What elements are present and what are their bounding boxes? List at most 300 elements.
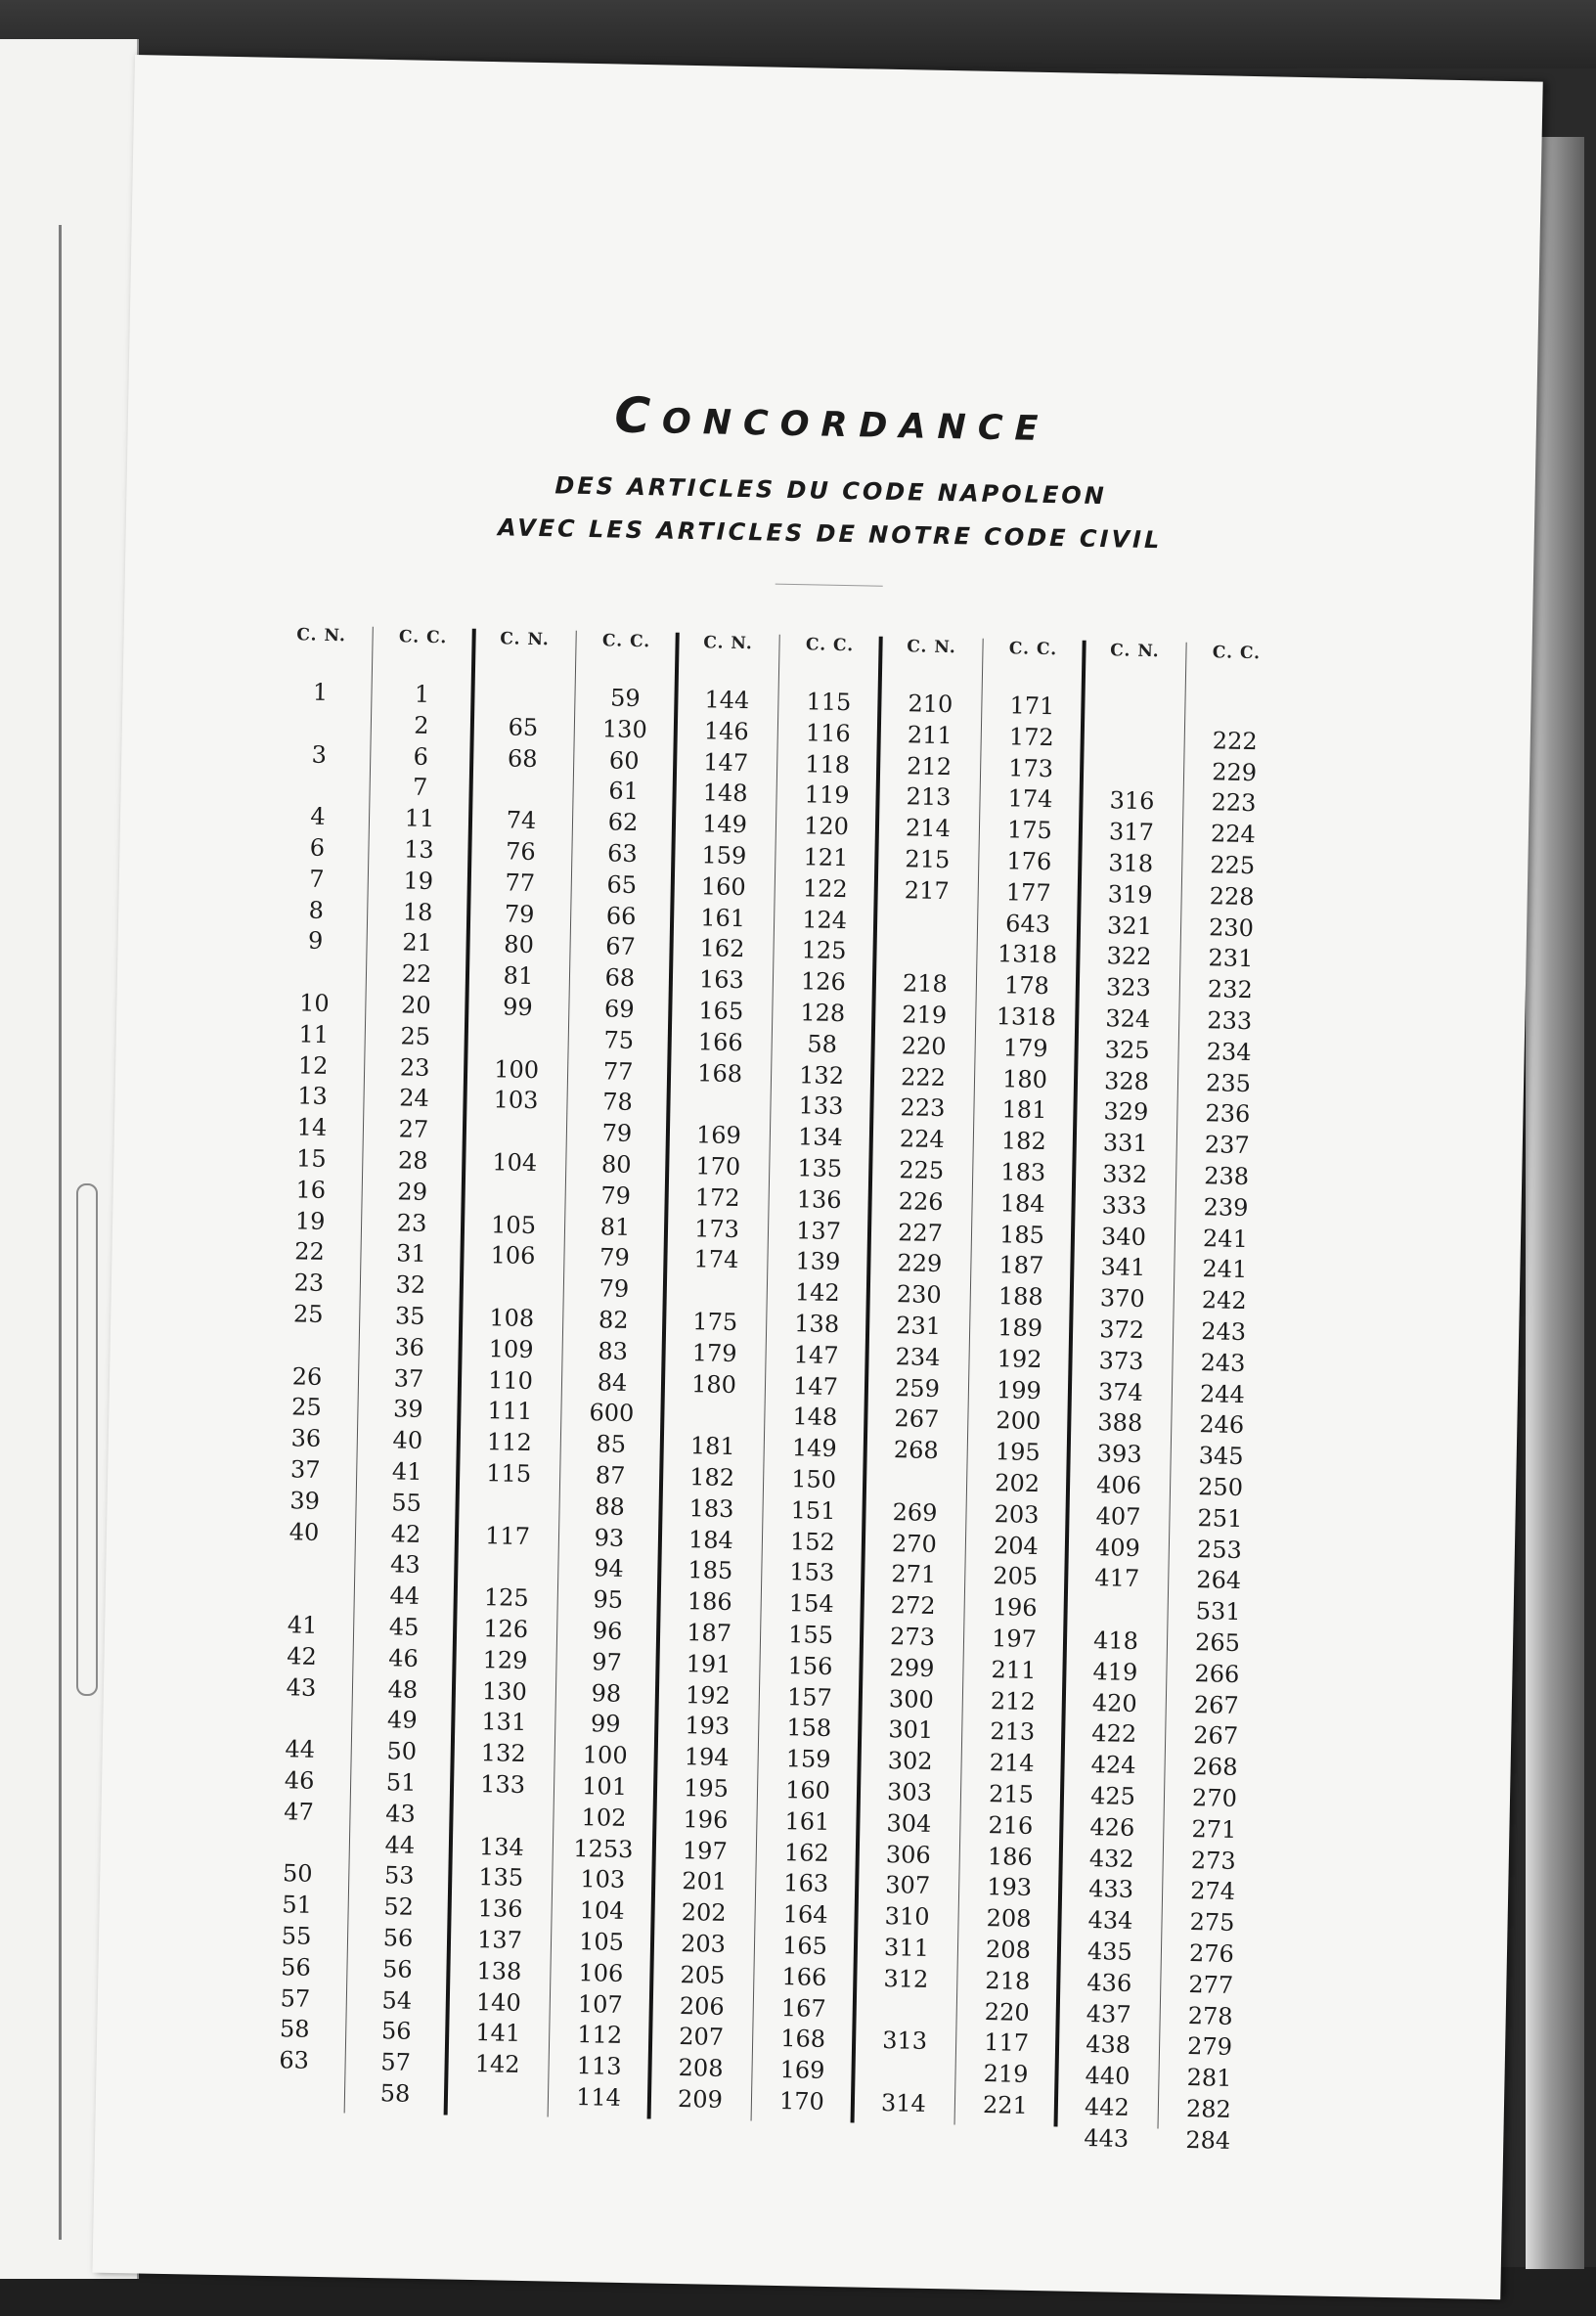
- table-cell: 41: [391, 1457, 422, 1486]
- table-cell: 111: [487, 1397, 533, 1426]
- table-cell: 101: [581, 1772, 628, 1801]
- table-cell: 39: [392, 1395, 423, 1424]
- table-cell: 159: [701, 841, 747, 870]
- table-cell: 1318: [996, 1002, 1057, 1032]
- table-cell: 95: [593, 1585, 624, 1615]
- table-cell: 267: [894, 1404, 940, 1434]
- table-cell: 407: [1095, 1501, 1141, 1531]
- table-cell: 24: [399, 1084, 430, 1113]
- table-cell: 306: [885, 1840, 931, 1869]
- table-cell: 161: [784, 1806, 830, 1836]
- table-cell: 316: [1109, 786, 1155, 816]
- table-cell: 10: [298, 989, 330, 1017]
- table-cell: 341: [1100, 1253, 1146, 1282]
- table-cell: 49: [386, 1706, 418, 1735]
- table-cell: 187: [998, 1251, 1044, 1280]
- table-cell: 1318: [997, 940, 1058, 969]
- table-cell: 224: [899, 1125, 946, 1154]
- table-cell: 170: [695, 1152, 741, 1181]
- table-cell: 299: [889, 1653, 935, 1682]
- table-cell: 531: [1195, 1597, 1241, 1626]
- table-cell: 137: [795, 1216, 842, 1245]
- document-page: [92, 55, 1542, 2299]
- table-cell: 243: [1200, 1317, 1247, 1347]
- table-cell: 135: [797, 1154, 843, 1183]
- table-cell: 266: [1194, 1659, 1240, 1688]
- table-cell: 435: [1086, 1937, 1133, 1966]
- table-cell: 126: [482, 1615, 529, 1644]
- table-cell: 81: [599, 1212, 631, 1241]
- table-cell: 37: [289, 1455, 321, 1484]
- table-cell: 183: [688, 1493, 734, 1523]
- table-cell: 150: [790, 1465, 837, 1494]
- table-cell: 196: [683, 1804, 729, 1834]
- table-cell: 186: [987, 1842, 1033, 1871]
- table-cell: 217: [904, 876, 950, 905]
- table-cell: 83: [598, 1337, 629, 1365]
- table-cell: 65: [606, 870, 638, 899]
- table-cell: 50: [386, 1737, 418, 1766]
- table-cell: 104: [492, 1148, 538, 1178]
- table-cell: 220: [984, 1997, 1030, 2026]
- table-cell: 163: [783, 1869, 829, 1898]
- table-cell: 432: [1088, 1844, 1134, 1873]
- table-cell: 434: [1087, 1906, 1133, 1936]
- table-cell: 231: [1208, 944, 1254, 973]
- table-cell: 234: [895, 1342, 941, 1371]
- table-cell: 270: [891, 1529, 938, 1558]
- table-cell: 302: [887, 1747, 933, 1776]
- table-cell: 208: [985, 1936, 1032, 1964]
- table-cell: 48: [387, 1674, 419, 1704]
- table-cell: 318: [1108, 849, 1154, 878]
- table-cell: 77: [505, 868, 536, 897]
- table-cell: 121: [803, 843, 849, 872]
- table-cell: 203: [994, 1499, 1040, 1529]
- table-cell: 36: [290, 1424, 322, 1453]
- table-cell: 438: [1085, 2030, 1131, 2060]
- table-cell: 94: [593, 1554, 624, 1583]
- table-cell: 46: [388, 1644, 420, 1672]
- table-cell: 153: [789, 1558, 835, 1587]
- table-cell: 135: [478, 1863, 524, 1893]
- table-cell: 231: [896, 1312, 942, 1341]
- table-cell: 40: [288, 1517, 320, 1546]
- table-cell: 220: [901, 1032, 947, 1060]
- table-cell: 147: [703, 747, 749, 777]
- table-cell: 155: [787, 1621, 834, 1650]
- table-cell: 246: [1199, 1410, 1245, 1440]
- table-cell: 419: [1092, 1657, 1138, 1686]
- table-cell: 345: [1198, 1442, 1244, 1471]
- table-cell: 184: [999, 1189, 1045, 1218]
- table-cell: 61: [608, 777, 640, 806]
- table-cell: 179: [691, 1338, 737, 1367]
- table-cell: 166: [781, 1962, 827, 1991]
- table-cell: 63: [279, 2046, 310, 2074]
- table-cell: 443: [1084, 2123, 1130, 2153]
- table-cell: 58: [379, 2079, 411, 2108]
- table-cell: 68: [604, 963, 636, 993]
- table-cell: 134: [478, 1832, 525, 1861]
- column-header: C. N.: [500, 629, 551, 650]
- table-cell: 151: [790, 1495, 836, 1525]
- table-cell: 177: [1005, 878, 1051, 907]
- table-cell: 1: [312, 678, 329, 706]
- table-cell: 115: [486, 1459, 532, 1489]
- table-cell: 80: [504, 930, 535, 959]
- table-cell: 179: [1002, 1034, 1048, 1062]
- table-cell: 181: [1001, 1095, 1047, 1125]
- table-cell: 202: [681, 1898, 727, 1928]
- table-cell: 13: [403, 835, 434, 865]
- table-cell: 56: [280, 1953, 312, 1982]
- table-cell: 230: [1208, 913, 1255, 942]
- table-cell: 164: [782, 1900, 828, 1930]
- column-header: C. C.: [398, 627, 448, 648]
- table-cell: 52: [383, 1893, 415, 1922]
- table-cell: 102: [581, 1803, 627, 1832]
- table-cell: 323: [1105, 973, 1152, 1002]
- table-cell: 168: [780, 2025, 826, 2054]
- table-cell: 93: [594, 1523, 625, 1552]
- table-cell: 134: [797, 1123, 844, 1152]
- table-cell: 322: [1106, 942, 1152, 971]
- table-cell: 241: [1202, 1224, 1249, 1253]
- table-cell: 56: [380, 2017, 412, 2046]
- table-cell: 183: [1000, 1158, 1046, 1187]
- table-cell: 329: [1103, 1097, 1149, 1127]
- table-cell: 238: [1204, 1162, 1250, 1191]
- table-cell: 311: [883, 1934, 930, 1962]
- table-cell: 110: [487, 1365, 534, 1395]
- table-cell: 418: [1092, 1626, 1139, 1655]
- table-cell: 374: [1097, 1377, 1144, 1406]
- table-cell: 310: [884, 1902, 930, 1932]
- table-cell: 15: [295, 1144, 327, 1173]
- table-cell: 224: [1210, 820, 1257, 849]
- table-cell: 44: [285, 1735, 316, 1764]
- table-cell: 112: [577, 2021, 623, 2050]
- table-cell: 174: [693, 1245, 739, 1274]
- table-cell: 268: [1192, 1753, 1238, 1782]
- table-cell: 149: [701, 810, 748, 839]
- table-cell: 223: [1211, 788, 1257, 818]
- table-cell: 406: [1095, 1471, 1142, 1500]
- table-cell: 233: [1207, 1006, 1253, 1036]
- table-cell: 276: [1188, 1939, 1235, 1968]
- table-cell: 239: [1203, 1192, 1249, 1222]
- table-cell: 128: [800, 999, 846, 1028]
- table-cell: 388: [1097, 1408, 1143, 1438]
- column-header: C. C.: [1212, 643, 1262, 664]
- table-cell: 187: [686, 1619, 732, 1648]
- table-cell: 68: [507, 744, 538, 773]
- table-cell: 163: [698, 965, 745, 995]
- table-cell: 26: [291, 1361, 323, 1391]
- table-cell: 281: [1186, 2064, 1232, 2093]
- table-cell: 42: [287, 1642, 318, 1670]
- table-cell: 4: [310, 802, 326, 831]
- table-cell: 141: [475, 2019, 521, 2048]
- table-cell: 43: [286, 1672, 317, 1702]
- table-cell: 278: [1187, 2001, 1233, 2030]
- table-cell: 162: [783, 1838, 830, 1867]
- binding-thread: [59, 225, 62, 2240]
- table-cell: 12: [297, 1050, 329, 1080]
- table-cell: 11: [404, 804, 435, 833]
- table-cell: 195: [683, 1774, 730, 1803]
- table-cell: 373: [1098, 1346, 1144, 1375]
- table-cell: 126: [800, 967, 847, 997]
- table-cell: 206: [679, 1991, 725, 2021]
- table-cell: 279: [1186, 2032, 1233, 2062]
- table-cell: 36: [394, 1333, 425, 1361]
- table-cell: 264: [1196, 1566, 1242, 1595]
- table-cell: 99: [502, 993, 533, 1021]
- table-cell: 66: [605, 902, 637, 930]
- table-cell: 7: [308, 865, 325, 893]
- table-cell: 159: [785, 1745, 831, 1774]
- table-cell: 37: [393, 1363, 424, 1393]
- table-cell: 442: [1084, 2093, 1130, 2121]
- table-cell: 186: [687, 1587, 732, 1617]
- table-cell: 235: [1205, 1068, 1252, 1097]
- table-cell: 78: [601, 1088, 634, 1117]
- table-cell: 176: [1006, 847, 1052, 876]
- table-cell: 147: [792, 1371, 839, 1401]
- table-cell: 192: [685, 1680, 732, 1710]
- table-cell: 271: [891, 1560, 937, 1589]
- table-cell: 3: [311, 740, 328, 769]
- table-cell: 393: [1096, 1440, 1142, 1469]
- table-cell: 160: [784, 1776, 831, 1804]
- table-cell: 185: [998, 1220, 1045, 1249]
- table-cell: 313: [881, 2026, 928, 2056]
- table-cell: 81: [503, 961, 534, 991]
- table-cell: 253: [1196, 1535, 1243, 1564]
- table-cell: 324: [1105, 1004, 1151, 1034]
- table-cell: 44: [389, 1581, 421, 1611]
- page-title: Concordance: [613, 386, 1051, 453]
- table-cell: 59: [609, 684, 641, 713]
- table-cell: 169: [779, 2056, 825, 2085]
- table-cell: 265: [1194, 1628, 1241, 1657]
- table-cell: 216: [988, 1810, 1034, 1840]
- table-cell: 7: [412, 773, 428, 802]
- table-cell: 46: [284, 1766, 315, 1795]
- table-cell: 51: [282, 1891, 313, 1920]
- table-cell: 180: [690, 1369, 737, 1399]
- table-cell: 215: [905, 845, 951, 874]
- table-cell: 267: [1193, 1690, 1239, 1719]
- table-cell: 193: [685, 1712, 731, 1741]
- table-cell: 79: [598, 1274, 630, 1304]
- table-cell: 184: [687, 1525, 734, 1554]
- table-cell: 274: [1189, 1877, 1236, 1906]
- table-cell: 203: [680, 1930, 727, 1958]
- table-cell: 146: [703, 717, 750, 745]
- table-cell: 333: [1101, 1190, 1147, 1220]
- table-cell: 137: [476, 1926, 523, 1954]
- table-cell: 100: [582, 1741, 628, 1770]
- table-cell: 169: [695, 1121, 742, 1150]
- table-cell: 8: [308, 896, 325, 924]
- table-cell: 229: [897, 1249, 943, 1278]
- table-cell: 130: [601, 715, 648, 743]
- table-cell: 156: [787, 1651, 833, 1680]
- table-cell: 225: [899, 1156, 945, 1185]
- table-cell: 232: [1207, 975, 1254, 1004]
- column-header: C. N.: [1110, 641, 1160, 662]
- table-cell: 234: [1206, 1038, 1252, 1066]
- table-cell: 193: [987, 1873, 1033, 1902]
- table-cell: 436: [1086, 1968, 1132, 1997]
- table-cell: 209: [677, 2085, 724, 2114]
- table-cell: 43: [384, 1800, 417, 1828]
- table-cell: 149: [791, 1434, 837, 1463]
- table-cell: 39: [289, 1487, 321, 1515]
- table-cell: 115: [806, 688, 852, 717]
- column-header: C. N.: [907, 637, 956, 658]
- table-cell: 106: [490, 1241, 536, 1270]
- table-cell: 312: [883, 1964, 929, 1993]
- table-cell: 212: [990, 1686, 1037, 1715]
- table-cell: 136: [477, 1894, 523, 1924]
- table-cell: 142: [794, 1278, 840, 1308]
- table-cell: 116: [805, 719, 851, 747]
- table-cell: 96: [592, 1617, 623, 1645]
- table-cell: 228: [1209, 882, 1255, 911]
- table-cell: 133: [798, 1091, 844, 1121]
- table-cell: 189: [998, 1314, 1043, 1343]
- table-cell: 9: [307, 926, 324, 956]
- table-cell: 208: [986, 1904, 1032, 1934]
- table-cell: 194: [684, 1743, 730, 1772]
- table-cell: 40: [392, 1426, 423, 1455]
- table-cell: 230: [896, 1280, 942, 1310]
- table-cell: 226: [898, 1187, 944, 1216]
- table-cell: 218: [902, 969, 949, 999]
- table-cell: 28: [397, 1146, 428, 1175]
- table-cell: 317: [1108, 818, 1155, 847]
- table-cell: 55: [281, 1922, 312, 1950]
- table-cell: 208: [678, 2054, 724, 2083]
- table-cell: 241: [1202, 1255, 1248, 1284]
- table-cell: 162: [699, 934, 745, 963]
- table-cell: 160: [700, 872, 746, 901]
- table-cell: 41: [287, 1611, 318, 1639]
- table-cell: 29: [397, 1178, 428, 1206]
- table-cell: 103: [580, 1865, 626, 1894]
- table-cell: 25: [290, 1393, 323, 1422]
- table-cell: 136: [796, 1185, 842, 1214]
- table-cell: 331: [1102, 1129, 1148, 1158]
- table-cell: 319: [1107, 880, 1153, 909]
- table-cell: 307: [885, 1871, 931, 1900]
- table-cell: 196: [992, 1593, 1038, 1623]
- table-cell: 328: [1103, 1066, 1150, 1095]
- table-cell: 87: [595, 1461, 626, 1490]
- table-cell: 11: [298, 1020, 330, 1048]
- table-cell: 180: [1001, 1064, 1048, 1093]
- column-header: C. C.: [601, 631, 651, 652]
- table-cell: 273: [889, 1623, 936, 1651]
- table-cell: 171: [1009, 691, 1055, 721]
- table-cell: 210: [908, 690, 953, 719]
- table-cell: 57: [280, 1983, 311, 2013]
- table-cell: 54: [381, 1985, 413, 2015]
- table-cell: 205: [680, 1960, 726, 1989]
- table-cell: 167: [780, 1993, 826, 2023]
- table-cell: 114: [575, 2083, 622, 2112]
- table-cell: 112: [486, 1428, 533, 1457]
- table-cell: 304: [886, 1808, 932, 1838]
- table-cell: 424: [1090, 1751, 1136, 1780]
- table-cell: 25: [400, 1022, 431, 1050]
- table-cell: 74: [506, 806, 537, 835]
- table-cell: 63: [606, 839, 638, 868]
- table-cell: 321: [1106, 911, 1153, 940]
- table-cell: 188: [998, 1282, 1043, 1312]
- table-cell: 14: [296, 1113, 328, 1142]
- table-cell: 58: [807, 1030, 838, 1058]
- table-cell: 440: [1085, 2062, 1130, 2091]
- table-cell: 56: [382, 1924, 414, 1952]
- table-cell: 117: [983, 2028, 1030, 2058]
- table-cell: 197: [682, 1836, 729, 1865]
- table-cell: 192: [997, 1344, 1042, 1373]
- table-cell: 251: [1197, 1503, 1243, 1533]
- table-cell: 56: [381, 1955, 414, 1983]
- table-cell: 43: [389, 1550, 421, 1580]
- table-cell: 2: [413, 711, 429, 739]
- table-cell: 269: [892, 1497, 938, 1527]
- table-cell: 23: [293, 1269, 325, 1298]
- table-cell: 300: [888, 1684, 935, 1714]
- table-cell: 108: [489, 1304, 535, 1333]
- table-cell: 242: [1201, 1286, 1247, 1315]
- table-cell: 175: [1006, 816, 1053, 845]
- table-cell: 273: [1190, 1846, 1236, 1875]
- table-cell: 219: [983, 2060, 1029, 2089]
- table-cell: 80: [600, 1150, 632, 1179]
- table-cell: 340: [1100, 1222, 1147, 1251]
- table-cell: 370: [1099, 1284, 1145, 1314]
- table-cell: 271: [1191, 1814, 1237, 1844]
- title-rule: [776, 584, 883, 587]
- table-cell: 268: [893, 1436, 939, 1465]
- table-cell: 172: [694, 1183, 740, 1212]
- subtitle-line-2: AVEC LES ARTICLES DE NOTRE CODE CIVIL: [497, 513, 1163, 555]
- table-cell: 19: [294, 1206, 326, 1235]
- table-cell: 600: [589, 1399, 635, 1428]
- table-cell: 99: [590, 1710, 621, 1739]
- table-cell: 67: [605, 932, 637, 961]
- table-cell: 199: [996, 1375, 1042, 1404]
- table-cell: 165: [698, 997, 744, 1026]
- table-cell: 117: [484, 1521, 531, 1550]
- table-cell: 277: [1188, 1970, 1234, 1999]
- table-cell: 205: [993, 1562, 1039, 1591]
- table-cell: 214: [989, 1749, 1035, 1778]
- table-cell: 181: [689, 1432, 735, 1461]
- table-cell: 213: [990, 1717, 1036, 1747]
- table-cell: 58: [279, 2015, 310, 2044]
- table-cell: 62: [607, 808, 639, 837]
- table-cell: 170: [778, 2087, 825, 2116]
- table-cell: 23: [399, 1052, 430, 1082]
